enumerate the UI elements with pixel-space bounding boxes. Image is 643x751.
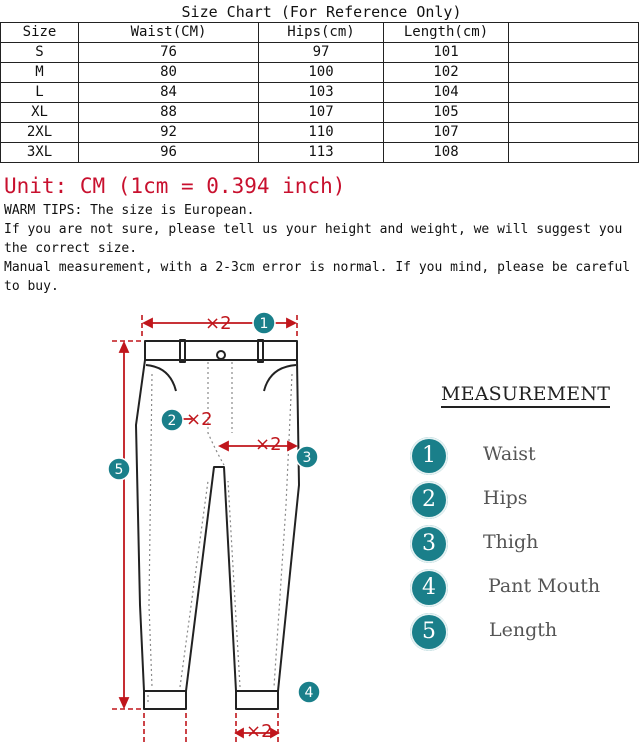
marker-length [108,458,130,480]
empty-cell [509,123,639,143]
marker-waist [253,312,275,334]
hips-cell: 103 [259,83,384,103]
svg-text:2: 2 [167,413,177,429]
pant-mouth-multiplier-label: ×2 [246,721,273,742]
waist-multiplier-label: ×2 [205,313,232,334]
waist-cell: 76 [79,43,259,63]
size-chart-title: Size Chart (For Reference Only) [181,3,462,21]
length-cell: 105 [384,103,509,123]
waist-cell: 92 [79,123,259,143]
table-header-row [1,23,639,43]
legend-label: Pant Mouth [488,575,601,597]
length-cell: 104 [384,83,509,103]
hips-cell: 107 [259,103,384,123]
legend-label: Hips [483,487,528,509]
legend-number-badge: 5 [410,613,448,651]
hips-cell: 97 [259,43,384,63]
table-row [1,103,639,123]
pants-outline [136,340,299,709]
measurement-arrows [120,319,296,737]
legend-label: Length [489,619,558,641]
empty-cell [509,143,639,163]
waist-cell: 96 [79,143,259,163]
table-row [1,143,639,163]
legend-number-badge: 4 [410,569,448,607]
size-cell: XL [1,103,79,123]
size-cell: M [1,63,79,83]
svg-text:1: 1 [259,316,269,332]
column-header-length: Length(cm) [384,23,509,43]
diagram-markers [108,312,320,703]
column-header-size: Size [1,23,79,43]
table-row [1,123,639,143]
measurement-heading: MEASUREMENT [441,383,610,408]
thigh-multiplier-label: ×2 [255,434,282,455]
size-table [0,22,639,163]
table-row [1,43,639,63]
hips-cell: 100 [259,63,384,83]
svg-text:5: 5 [114,462,124,478]
marker-thigh [296,446,318,468]
empty-cell [509,83,639,103]
legend-label: Thigh [483,531,539,553]
length-cell: 101 [384,43,509,63]
size-cell: L [1,83,79,103]
waist-cell: 88 [79,103,259,123]
size-cell: 3XL [1,143,79,163]
column-header-hips: Hips(cm) [259,23,384,43]
column-header-waist: Waist(CM) [79,23,259,43]
notes-block [4,201,638,296]
table-row [1,83,639,103]
waist-cell: 84 [79,83,259,103]
waist-cell: 80 [79,63,259,83]
multiplier-labels [186,313,282,742]
unit-conversion-note: Unit: CM (1cm = 0.394 inch) [4,174,346,198]
length-cell: 102 [384,63,509,83]
pants-measurement-diagram [100,305,330,745]
length-cell: 108 [384,143,509,163]
svg-text:3: 3 [302,450,312,466]
marker-pant-mouth [298,681,320,703]
size-advice-note: If you are not sure, please tell us your height and weight, we will suggest you the correct size. [4,222,623,256]
size-cell: 2XL [1,123,79,143]
legend-number-badge: 1 [410,437,448,475]
empty-cell [509,43,639,63]
table-row [1,63,639,83]
size-cell: S [1,43,79,63]
marker-hips [161,409,183,431]
empty-cell [509,63,639,83]
svg-text:4: 4 [304,685,314,701]
measurement-error-note: Manual measurement, with a 2-3cm error is normal. If you mind, please be careful to buy. [4,260,631,294]
warm-tips-note: WARM TIPS: The size is European. [4,203,255,218]
empty-cell [509,103,639,123]
legend-number-badge: 3 [410,525,448,563]
legend-number-badge: 2 [410,481,448,519]
hips-cell: 110 [259,123,384,143]
hips-multiplier-label: ×2 [186,409,213,430]
hips-cell: 113 [259,143,384,163]
legend-label: Waist [483,443,536,465]
column-header-empty [509,23,639,43]
length-cell: 107 [384,123,509,143]
